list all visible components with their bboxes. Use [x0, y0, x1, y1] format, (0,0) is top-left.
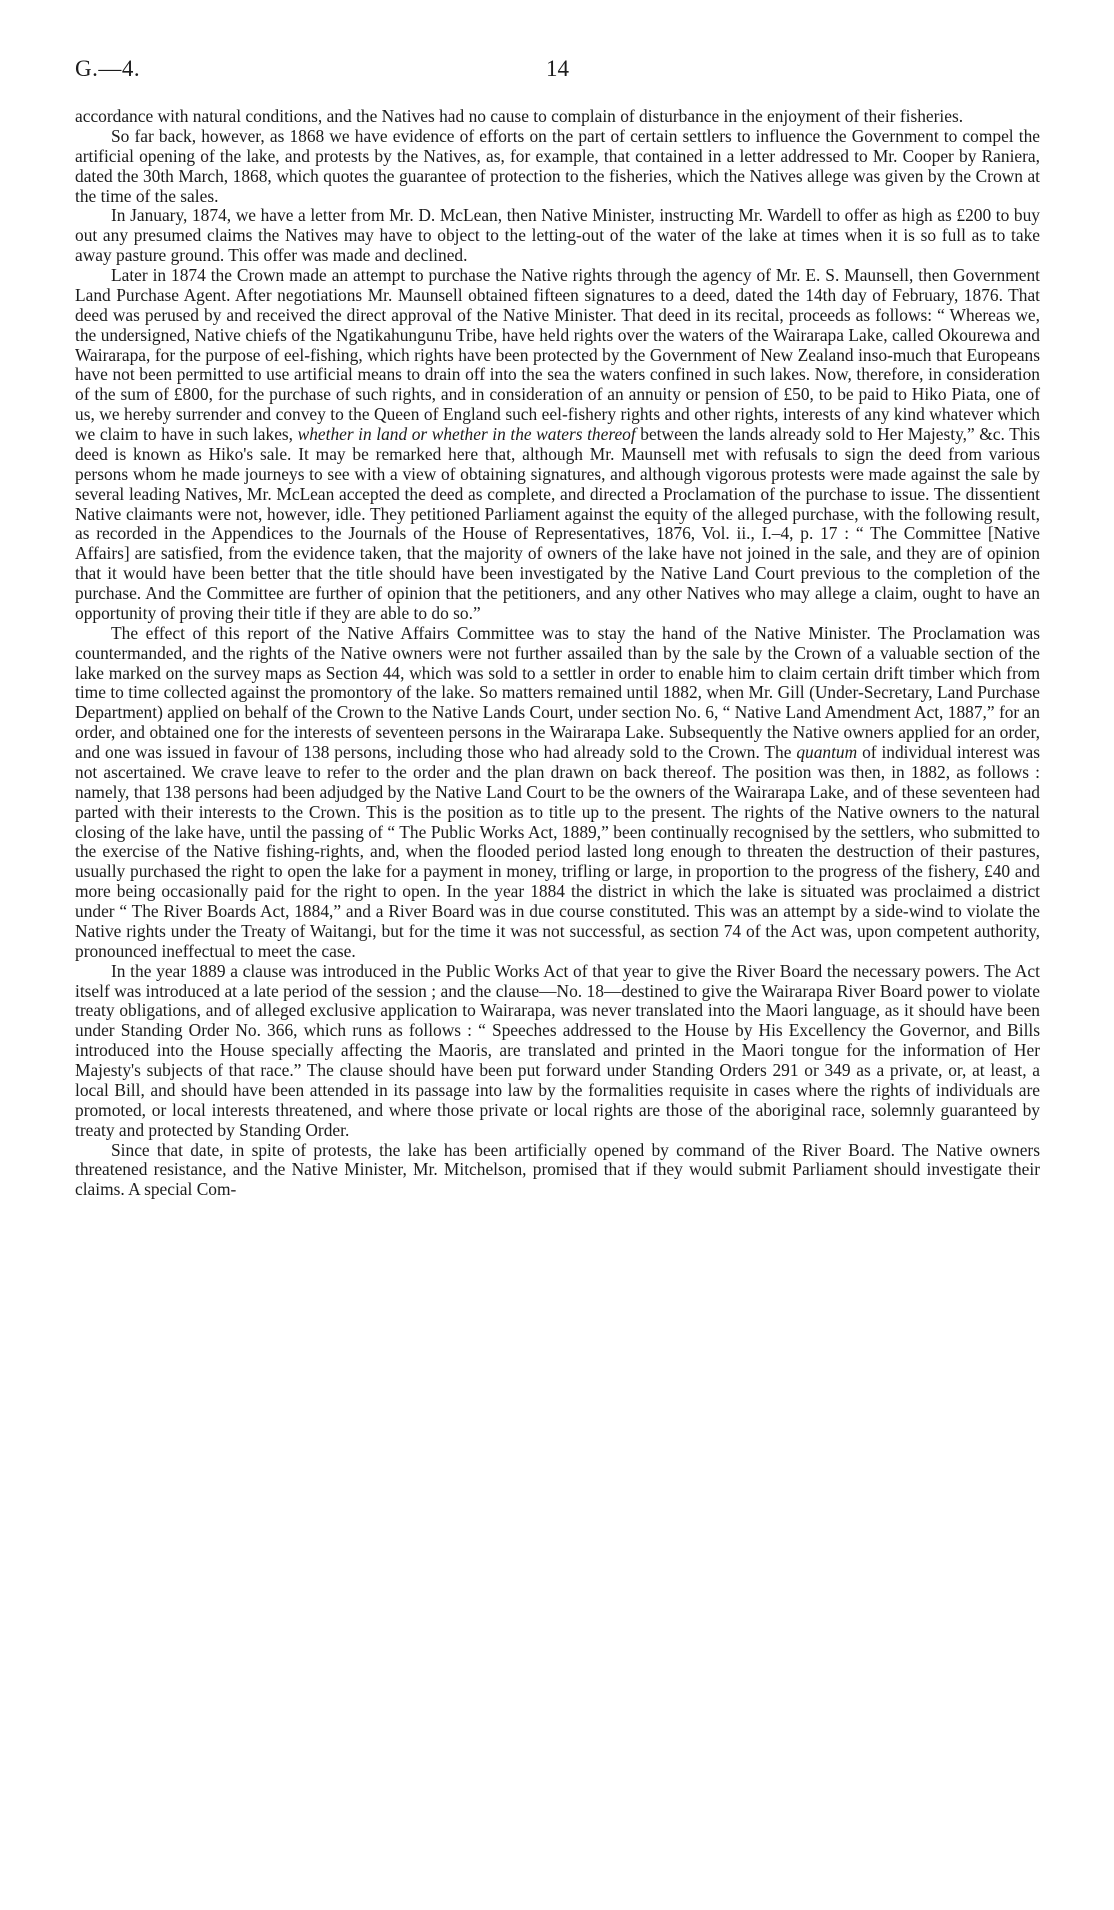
body-text [75, 107, 1040, 1200]
page-number: 14 [546, 56, 569, 81]
paragraph-4-part-1: Later in 1874 the Crown made an attempt to purchase the Native rights through the agency of Mr. E. S. Maunsell, then Government Land Purchase Agent. After negotiations Mr. Maunsell obtained fifteen signatures to a deed, dated the 14th day of February, 1876. That deed was perused by and received the direct approval of the Native Minister. That deed in its recital, proceeds as follows: “ Whereas we, the undersigned, Native chiefs of the Ngatikahungunu Tribe, have held rights over the waters of the Wairarapa Lake, called Okourewa and Wairarapa, for the purpose of eel-fishing, which rights have been protected by the Government of New Zealand inso-much that Europeans have not been permitted to use artificial means to drain off into the sea the waters confined in such lakes. Now, therefore, in consideration of the sum of £800, for the purchase of such rights, and in consideration of an annuity or pension of £50, to be paid to Hiko Piata, one of us, we hereby surrender and convey to the Queen of England such eel-fishery rights and other rights, interests of any kind whatever which we claim to have in such lakes, [75, 265, 1040, 444]
paragraph-4-part-2: between the lands already sold to Her Majesty,” &c. This deed is known as Hiko's sale. It may be remarked here that, although Mr. Maunsell met with refusals to sign the deed from various persons whom he made journeys to see with a view of obtaining signatures, and although vigorous protests were made against the sale by several leading Natives, Mr. McLean accepted the deed as complete, and directed a Proclamation of the purchase to issue. The dissentient Native claimants were not, however, idle. They petitioned Parliament against the equity of the alleged purchase, with the following result, as recorded in the Appendices to the Journals of the House of Representatives, 1876, Vol. ii., I.–4, p. 17 : “ The Committee [Native Affairs] are satisfied, from the evidence taken, that the majority of owners of the lake have not joined in the sale, and they are of opinion that it would have been better that the title should have been investigated by the Native Land Court previous to the completion of the purchase. And the Committee are further of opinion that the petitioners, and any other Natives who may allege a claim, ought to have an opportunity of proving their title if they are able to do so.” [75, 424, 1040, 623]
paragraph-3: In January, 1874, we have a letter from Mr. D. McLean, then Native Minister, instructing Mr. Wardell to offer as high as £200 to buy out any presumed claims the Natives may have to object to the letting-out of the water of the lake at times when it is so full as to take away pasture ground. This offer was made and declined. [75, 205, 1040, 266]
paragraph-5-italic-word: quantum [796, 742, 858, 762]
paragraph-2: So far back, however, as 1868 we have evidence of efforts on the part of certain settlers to influence the Government to compel the artificial opening of the lake, and protests by the Natives, as, for example, that contained in a letter addressed to Mr. Cooper by Raniera, dated the 30th March, 1868, which quotes the guarantee of protection to the fisheries, which the Natives allege was given by the Crown at the time of the sales. [75, 125, 1040, 206]
page-header [75, 56, 1040, 86]
paragraph-5-part-1: The effect of this report of the Native Affairs Committee was to stay the hand of the Native Minister. The Proclamation was countermanded, and the rights of the Native owners were not further assailed than by the sale by the Crown of a valuable section of the lake marked on the survey maps as Section 44, which was sold to a settler in order to enable him to claim certain drift timber which from time to time collected against the promontory of the lake. So matters remained until 1882, when Mr. Gill (Under-Secretary, Land Purchase Department) applied on behalf of the Crown to the Native Lands Court, under section No. 6, “ Native Land Amendment Act, 1887,” for an order, and obtained one for the interests of seventeen persons in the Wairarapa Lake. Subsequently the Native owners applied for an order, and one was issued in favour of 138 persons, including those who had already sold to the Crown. The [75, 622, 1040, 762]
document-code: G.—4. [75, 56, 141, 81]
paragraph-5-part-2: of individual interest was not ascertained. We crave leave to refer to the order and the plan drawn on back thereof. The position was then, in 1882, as follows : namely, that 138 persons had been adjudged by the Native Land Court to be the owners of the Wairarapa Lake, and of these seventeen had parted with their interests to the Crown. This is the position as to title up to the present. The rights of the Native owners to the natural closing of the lake have, until the passing of “ The Public Works Act, 1889,” been continually recognised by the settlers, who submitted to the exercise of the Native fishing-rights, and, when the flooded period lasted long enough to threaten the destruction of their pastures, usually purchased the right to open the lake for a payment in money, trifling or large, in proportion to the progress of the fishery, £40 and more being occasionally paid for the right to open. In the year 1884 the district in which the lake is situated was proclaimed a district under “ The River Boards Act, 1884,” and a River Board was in due course constituted. This was an attempt by a side-wind to violate the Native rights under the Treaty of Waitangi, but for the time it was not successful, as section 74 of the Act was, upon competent authority, pronounced ineffectual to meet the case. [75, 742, 1040, 961]
paragraph-6: In the year 1889 a clause was introduced in the Public Works Act of that year to give the River Board the necessary powers. The Act itself was introduced at a late period of the session ; and the clause—No. 18—destined to give the Wairarapa River Board power to violate treaty obligations, and of alleged exclusive application to Wairarapa, was never translated into the Maori language, as it should have been under Standing Order No. 366, which runs as follows : “ Speeches addressed to the House by His Excellency the Governor, and Bills introduced into the House specially affecting the Maoris, are translated and printed in the Maori tongue for the information of Her Majesty's subjects of that race.” The clause should have been put forward under Standing Orders 291 or 349 as a private, or, at least, a local Bill, and should have been attended in its passage into law by the formalities requisite in cases where the rights of individuals are promoted, or local interests threatened, and where those private or local rights are those of the aboriginal race, solemnly guaranteed by treaty and protected by Standing Order. [75, 960, 1040, 1140]
paragraph-4-italic-phrase: whether in land or whether in the waters thereof [297, 424, 636, 444]
paragraph-7: Since that date, in spite of protests, the lake has been artificially opened by command of the River Board. The Native owners threatened resistance, and the Native Minister, Mr. Mitchelson, promised that if they would submit Parliament should investigate their claims. A special Com- [75, 1139, 1040, 1200]
paragraph-4 [75, 266, 1040, 624]
paragraph-1: accordance with natural conditions, and the Natives had no cause to complain of disturbance in the enjoyment of their fisheries. [75, 106, 964, 126]
paragraph-5 [75, 624, 1040, 962]
